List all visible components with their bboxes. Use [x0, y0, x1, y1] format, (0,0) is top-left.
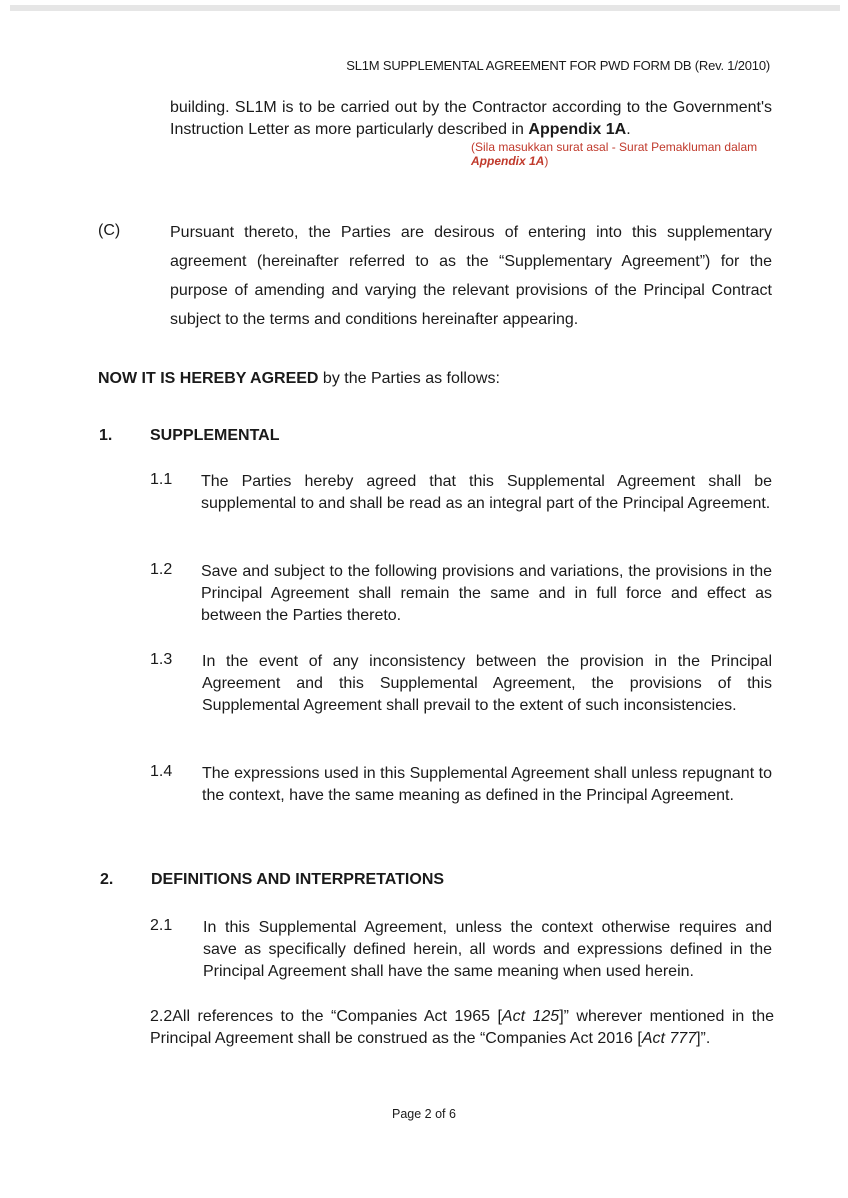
agreed-rest: by the Parties as follows: [318, 370, 500, 387]
intro-period: . [626, 121, 631, 138]
agreed-line [98, 370, 500, 388]
red-note-text: (Sila masukkan surat asal - Surat Pemakluman dalam [471, 140, 758, 154]
section2-title: DEFINITIONS AND INTERPRETATIONS [151, 871, 445, 888]
clause-2-2-num: 2.2 [150, 1008, 173, 1025]
red-note [471, 140, 771, 168]
agreed-bold: NOW IT IS HEREBY AGREED [98, 370, 319, 387]
clause-1-3-num: 1.3 [150, 651, 173, 668]
clause-1-3-text: In the event of any inconsistency between the provision in the Principal Agreement and this Supplemental Agreement, the provisions of this Supplemental Agreement shall prevail to the extent of such inconsistencies. [202, 653, 772, 714]
scan-edge [10, 5, 840, 11]
clause-2-2-text-a: All references to the “Companies Act 1965 [ [172, 1008, 502, 1025]
clause-2-2-act-old: Act 125 [501, 1008, 560, 1025]
section1-number: 1. [99, 427, 113, 444]
appendix-ref: Appendix 1A [528, 121, 627, 138]
clause-2-2-act-new: Act 777 [641, 1030, 697, 1047]
clause-2-2-text-c: ]”. [696, 1030, 711, 1047]
recital-text: Pursuant thereto, the Parties are desirous of entering into this supplementary agreement (hereinafter referred to as the “Supplementary Agreement”) for the purpose of amending and varying the relevant provisions of the Principal Contract subject to the terms and conditions hereinafter appearing. [170, 224, 772, 328]
intro-text: building. SL1M is to be carried out by the Contractor according to the Government's Instruction Letter as more particularly described in [170, 99, 772, 138]
page-number: Page 2 of 6 [392, 1107, 456, 1121]
recital-label: (C) [98, 222, 121, 239]
clause-1-1-text: The Parties hereby agreed that this Supplemental Agreement shall be supplemental to and shall be read as an integral part of the Principal Agreement. [201, 473, 772, 512]
clause-1-4-text: The expressions used in this Supplemental Agreement shall unless repugnant to the context, have the same meaning as defined in the Principal Agreement. [202, 765, 772, 804]
red-note-appendix: Appendix 1A [471, 154, 545, 168]
clause-2-1-text: In this Supplemental Agreement, unless the context otherwise requires and save as specifically defined herein, all words and expressions defined in the Principal Agreement shall have the same meaning when used herein. [203, 919, 772, 980]
clause-1-1-num: 1.1 [150, 471, 173, 488]
clause-2-2 [150, 1006, 774, 1050]
red-note-close: ) [544, 154, 549, 168]
page-header: SL1M SUPPLEMENTAL AGREEMENT FOR PWD FORM DB (Rev. 1/2010) [346, 58, 770, 73]
section2-number: 2. [100, 871, 114, 888]
intro-paragraph [170, 97, 772, 141]
section1-title: SUPPLEMENTAL [150, 427, 280, 444]
clause-1-2-num: 1.2 [150, 561, 173, 578]
clause-2-1-num: 2.1 [150, 917, 173, 934]
clause-1-4-num: 1.4 [150, 763, 173, 780]
clause-1-2-text: Save and subject to the following provisions and variations, the provisions in the Principal Agreement shall remain the same and in full force and effect as between the Parties thereto. [201, 563, 772, 624]
clause-2-2-text-b: ]” wherever mentioned in the Principal Agreement shall be construed as the “Companies Act 2016 [ [150, 1008, 774, 1047]
